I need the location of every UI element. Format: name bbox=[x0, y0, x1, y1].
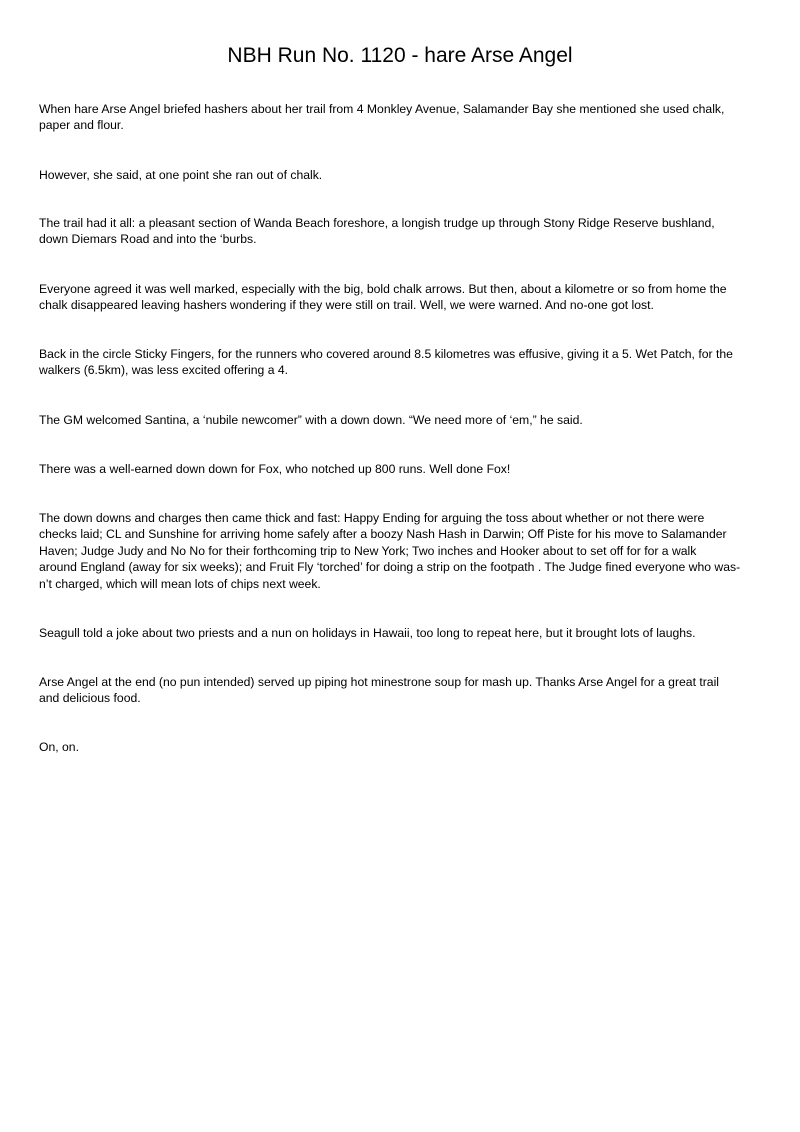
paragraph-line: There was a well-earned down down for Fox, who notched up 800 runs. Well done Fox! bbox=[39, 462, 511, 476]
paragraph-line: Haven; Judge Judy and No No for their forthcoming trip to New York; Two inches and Hooker about to set off for for a walk bbox=[39, 543, 697, 558]
paragraph-line: On, on. bbox=[39, 740, 79, 754]
paragraph-line: When hare Arse Angel briefed hashers about her trail from 4 Monkley Avenue, Salamander Bay she mentioned she used chalk, bbox=[39, 102, 725, 116]
paragraph-line: The down downs and charges then came thick and fast: Happy Ending for arguing the toss about whether or not there were bbox=[39, 511, 705, 525]
paragraph-fox bbox=[39, 461, 755, 477]
paragraph-line: checks laid; CL and Sunshine for arriving home safely after a boozy Nash Hash in Darwin; Off Piste for his move to Salamander bbox=[39, 527, 727, 542]
paragraph-mashup bbox=[39, 674, 755, 707]
paragraph-line: The trail had it all: a pleasant section of Wanda Beach foreshore, a longish trudge up through Stony Ridge Reserve bushland, bbox=[39, 216, 715, 230]
paragraph-chalk bbox=[39, 167, 755, 183]
paragraph-circle bbox=[39, 346, 755, 379]
paragraph-seagull bbox=[39, 625, 755, 641]
paragraph-line: Arse Angel at the end (no pun intended) served up piping hot minestrone soup for mash up. Thanks Arse Angel for a great trail bbox=[39, 675, 719, 689]
paragraph-line: and delicious food. bbox=[39, 691, 141, 706]
paragraph-marking bbox=[39, 281, 755, 314]
page-title: NBH Run No. 1120 - hare Arse Angel bbox=[227, 44, 573, 67]
paragraph-line: Back in the circle Sticky Fingers, for the runners who covered around 8.5 kilometres was effusive, giving it a 5. Wet Patch, for the bbox=[39, 347, 733, 361]
paragraph-closing bbox=[39, 739, 755, 755]
paragraph-line: chalk disappeared leaving hashers wondering if they were still on trail. Well, we were warned. And no-one got lost. bbox=[39, 298, 654, 313]
paragraph-line: around England (away for six weeks); and Fruit Fly ‘torched’ for doing a strip on the footpath . The Judge fined everyone who was- bbox=[39, 560, 741, 575]
paragraph-line: walkers (6.5km), was less excited offering a 4. bbox=[39, 363, 289, 378]
paragraph-charges bbox=[39, 510, 755, 592]
paragraph-line: However, she said, at one point she ran out of chalk. bbox=[39, 168, 323, 182]
paragraph-line: paper and flour. bbox=[39, 118, 124, 133]
paragraph-line: n’t charged, which will mean lots of chips next week. bbox=[39, 576, 321, 591]
paragraph-line: down Diemars Road and into the ‘burbs. bbox=[39, 232, 257, 247]
paragraph-line: Seagull told a joke about two priests and a nun on holidays in Hawaii, too long to repeat here, but it brought lots of laughs. bbox=[39, 626, 696, 640]
paragraph-line: Everyone agreed it was well marked, especially with the big, bold chalk arrows. But then, about a kilometre or so from home the bbox=[39, 282, 727, 296]
paragraph-line: The GM welcomed Santina, a ‘nubile newcomer” with a down down. “We need more of ‘em,” he said. bbox=[39, 413, 583, 427]
paragraph-trail bbox=[39, 215, 755, 248]
paragraph-gm bbox=[39, 412, 755, 428]
paragraph-intro bbox=[39, 101, 755, 134]
